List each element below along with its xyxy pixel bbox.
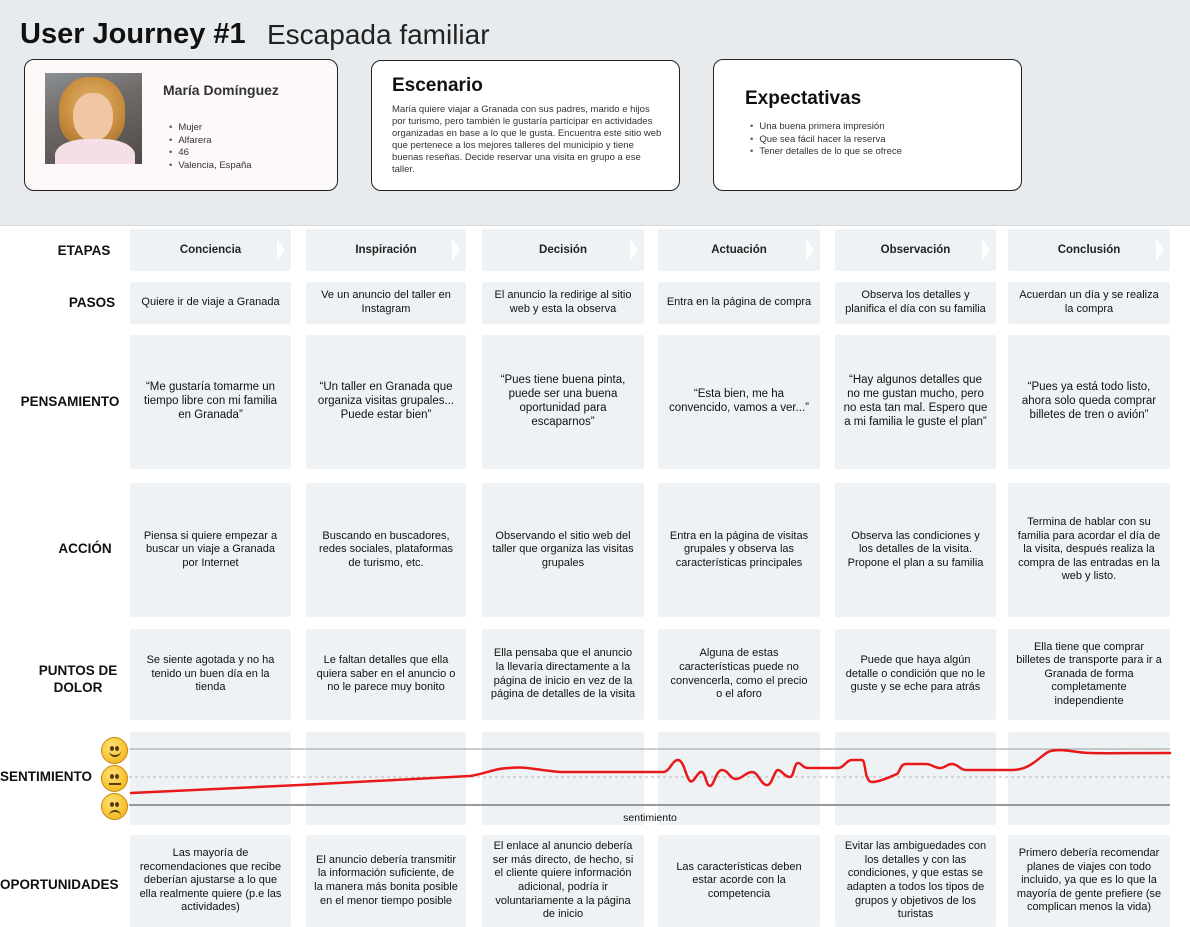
pain-point-cell: Se siente agotada y no ha tenido un buen día en la tienda xyxy=(130,629,291,720)
thought-cell: “Pues ya está todo listo, ahora solo queda comprar billetes de tren o avión” xyxy=(1008,335,1170,469)
action-cell: Observa las condiciones y los detalles de la visita. Propone el plan a su familia xyxy=(835,483,996,617)
scenario-title: Escenario xyxy=(392,75,483,96)
expectation-item: • Que sea fácil hacer la reserva xyxy=(750,134,902,147)
neutral-face-icon xyxy=(101,765,128,792)
pain-point-cell: Ella pensaba que el anuncio la llevaría directamente a la página de inicio en vez de la página de detalles de la visita xyxy=(482,629,644,720)
persona-detail: • Valencia, España xyxy=(169,160,252,173)
step-cell: Observa los detalles y planifica el día con su familia xyxy=(835,282,996,324)
step-cell: Acuerdan un día y se realiza la compra xyxy=(1008,282,1170,324)
label-thoughts: PENSAMIENTO xyxy=(20,394,120,409)
opportunity-cell: Primero debería recomendar planes de viajes con todo incluido, ya que es lo que la mayoría de gente prefiere (se complican menos la vida) xyxy=(1008,835,1170,927)
step-cell: El anuncio la redirige al sitio web y esta la observa xyxy=(482,282,644,324)
action-cell: Observando el sitio web del taller que organiza las visitas grupales xyxy=(482,483,644,617)
persona-detail: • Mujer xyxy=(169,122,252,135)
thought-cell: “Esta bien, me ha convencido, vamos a ver...” xyxy=(658,335,820,469)
expectation-item: • Una buena primera impresión xyxy=(750,121,902,134)
step-cell: Entra en la página de compra xyxy=(658,282,820,324)
sad-face-icon xyxy=(101,793,128,820)
pain-point-cell: Le faltan detalles que ella quiera saber en el anuncio o no le parece muy bonito xyxy=(306,629,466,720)
sentiment-curve xyxy=(131,750,1170,793)
label-steps: PASOS xyxy=(68,295,116,310)
happy-face-icon xyxy=(101,737,128,764)
action-cell: Entra en la página de visitas grupales y observa las características principales xyxy=(658,483,820,617)
label-opportunities: OPORTUNIDADES xyxy=(0,877,119,892)
step-cell: Quiere ir de viaje a Granada xyxy=(130,282,291,324)
thought-cell: “Hay algunos detalles que no me gustan mucho, pero no esta tan mal. Espero que a mi familia le guste el plan” xyxy=(835,335,996,469)
persona-name: María Domínguez xyxy=(163,82,279,98)
opportunity-cell: Las mayoría de recomendaciones que recibe deberían ajustarse a lo que ella realmente quiere (p.e las actividades) xyxy=(130,835,291,927)
expectation-item: • Tener detalles de lo que se ofrece xyxy=(750,146,902,159)
pain-point-cell: Ella tiene que comprar billetes de transporte para ir a Granada de forma completamente independiente xyxy=(1008,629,1170,720)
action-cell: Termina de hablar con su familia para acordar el día de la visita, después realiza la compra de las entradas en la web y listo. xyxy=(1008,483,1170,617)
scenario-text: María quiere viajar a Granada con sus padres, marido e hijos por turismo, pero también le gustaría participar en actividades organizadas en base a lo que le gusta. Encuentra este sitio web que pertenece a los mejores talleres del municipio y tiene buenas reseñas. Decide reservar una visita en grupo a ese taller. xyxy=(392,104,662,175)
action-cell: Buscando en buscadores, redes sociales, plataformas de turismo, etc. xyxy=(306,483,466,617)
stage-label: Actuación xyxy=(711,244,767,256)
sentiment-caption: sentimiento xyxy=(623,812,677,824)
label-sentiment: SENTIMIENTO xyxy=(0,769,93,784)
pain-point-cell: Alguna de estas características puede no convencerla, como el precio o el aforo xyxy=(658,629,820,720)
thought-cell: “Me gustaría tomarme un tiempo libre con mi familia en Granada” xyxy=(130,335,291,469)
label-actions: ACCIÓN xyxy=(58,541,112,556)
stage-label: Inspiración xyxy=(355,244,417,256)
persona-detail: • Alfarera xyxy=(169,135,252,148)
page-subtitle: Escapada familiar xyxy=(267,19,490,50)
thought-cell: “Un taller en Granada que organiza visitas grupales... Puede estar bien” xyxy=(306,335,466,469)
stage-label: Observación xyxy=(880,244,951,256)
opportunity-cell: Evitar las ambiguedades con los detalles y con las condiciones, y que estas se adapten a todos los tipos de grupos y objetivos de los turistas xyxy=(835,835,996,927)
stage-label: Conciencia xyxy=(179,244,242,256)
action-cell: Piensa si quiere empezar a buscar un viaje a Granada por Internet xyxy=(130,483,291,617)
pain-point-cell: Puede que haya algún detalle o condición que no le guste y se eche para atrás xyxy=(835,629,996,720)
opportunity-cell: El enlace al anuncio debería ser más directo, de hecho, si el cliente quiere información adicional, podría ir voluntariamente a la página de inicio xyxy=(482,835,644,927)
stage-label: Conclusión xyxy=(1057,244,1121,256)
label-stages: ETAPAS xyxy=(57,243,111,258)
expectations-title: Expectativas xyxy=(745,88,862,109)
label-pain-points: PUNTOS DE DOLOR xyxy=(38,663,118,695)
opportunity-cell: Las características deben estar acorde con la competencia xyxy=(658,835,820,927)
step-cell: Ve un anuncio del taller en Instagram xyxy=(306,282,466,324)
opportunity-cell: El anuncio debería transmitir la información suficiente, de la manera más bonita posible en el menor tiempo posible xyxy=(306,835,466,927)
page-title: User Journey #1 xyxy=(20,18,246,50)
stage-label: Decisión xyxy=(539,244,587,256)
persona-detail: • 46 xyxy=(169,147,252,160)
thought-cell: “Pues tiene buena pinta, puede ser una buena oportunidad para escaparnos” xyxy=(482,335,644,469)
